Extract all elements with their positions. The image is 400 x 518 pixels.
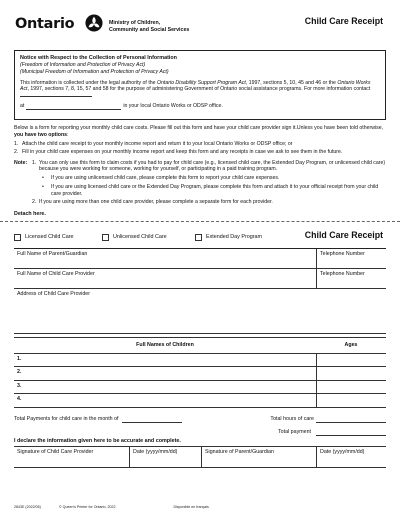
provider-row bbox=[14, 269, 386, 289]
options-list bbox=[14, 141, 386, 156]
note-section: Note: 1. You can only use this form to claim costs if you had to pay for child care (e.g., licensed child care, the Extended Day Program, or unlicensed child care) because you were working for someone, working for yourself, or participating in a paid training program. • If you are using unlicensed child care, please complete this form to report your child care expenses. • If you are using licensed child care or the Extended Day Program, please complete this form and attach it to your official receipt from your child care provider. 2. If you are using more than one child care provider, please complete a separate form for each provider. bbox=[14, 159, 386, 206]
contact-field[interactable] bbox=[20, 96, 92, 97]
provider-name-field[interactable]: Full Name of Child Care Provider bbox=[17, 270, 95, 277]
child-age-field[interactable] bbox=[316, 394, 386, 407]
receipt-title: Child Care Receipt bbox=[304, 229, 383, 240]
copyright: © Queen's Printer for Ontario, 2022 bbox=[59, 505, 116, 510]
table-row bbox=[14, 354, 386, 368]
totals-row: Total Payments for child care in the month of Total hours of care bbox=[14, 408, 386, 423]
notice-body: This information is collected under the legal authority of the Ontario Disability Support Program Act, 1997, sections 5, 10, 45 and 46 or the Ontario Works Act, 1997, sections 7, 8, 15, 57 and 58 for the purpose of administering Government of Ontario social assistance programs. For more information contact bbox=[20, 80, 380, 100]
ontario-logo: Ontario bbox=[15, 16, 75, 32]
privacy-notice bbox=[14, 50, 386, 120]
provider-address-field[interactable]: Address of Child Care Provider bbox=[17, 290, 91, 297]
list-item: 1. Attach the child care receipt to your monthly income report and return it to your local Ontario Works or ODSP office; or bbox=[14, 140, 293, 147]
children-header-row bbox=[14, 337, 386, 354]
list-item: 2. Fill in your child care expenses on your monthly income report and keep this form and any receipts in case we ask to see them in the future. bbox=[14, 148, 343, 155]
table-row bbox=[14, 394, 386, 408]
checkbox-icon[interactable] bbox=[14, 234, 21, 241]
parent-signature-field[interactable]: Signature of Parent/Guardian bbox=[201, 447, 316, 467]
notice-act-1: (Freedom of Information and Protection of Privacy Act) bbox=[20, 62, 146, 69]
child-name-field[interactable]: 1. bbox=[17, 355, 22, 362]
month-field[interactable] bbox=[122, 422, 182, 423]
receipt-form bbox=[14, 248, 386, 468]
unlicensed-checkbox[interactable]: Unlicensed Child Care bbox=[102, 234, 167, 241]
list-item: 2. If you are using more than one child care provider, please complete a separate form for each provider. bbox=[32, 199, 273, 206]
care-type-checks bbox=[14, 230, 386, 246]
instructions bbox=[14, 125, 386, 218]
page-footer bbox=[14, 505, 386, 510]
provider-signature-field[interactable]: Signature of Child Care Provider bbox=[17, 448, 94, 455]
list-item: • If you are using unlicensed child care, please complete this form to report your child care expenses. bbox=[42, 175, 280, 181]
declaration: I declare the information given here to be accurate and complete. bbox=[14, 437, 181, 444]
total-payment-field[interactable] bbox=[316, 435, 386, 436]
licensed-checkbox[interactable]: Licensed Child Care bbox=[14, 234, 74, 241]
child-name-field[interactable]: 3. bbox=[17, 382, 22, 389]
child-name-field[interactable]: 2. bbox=[17, 369, 22, 376]
children-header: Full Names of Children bbox=[136, 341, 194, 348]
checkbox-icon[interactable] bbox=[195, 234, 202, 241]
form-code: 2843E (2022/05) bbox=[14, 505, 41, 510]
child-age-field[interactable] bbox=[316, 381, 386, 394]
checkbox-icon[interactable] bbox=[102, 234, 109, 241]
detach-label: Detach here. bbox=[14, 211, 46, 217]
table-row bbox=[14, 381, 386, 395]
parent-name-field[interactable]: Full Name of Parent/Guardian bbox=[17, 250, 88, 257]
list-item: 1. You can only use this form to claim costs if you had to pay for child care (e.g., licensed child care, the Extended Day Program, or unlicensed child care) because you were working for someone, working for yourself, or participating in a paid training program. bbox=[32, 159, 386, 173]
bullet-list bbox=[42, 175, 386, 197]
list-item: • If you are using licensed child care or the Extended Day Program, please complete this form and attach it to your official receipt from your child care provider. bbox=[42, 183, 379, 197]
notice-title: Notice with Respect to the Collection of Personal Information bbox=[20, 55, 177, 61]
child-age-field[interactable] bbox=[316, 367, 386, 380]
office-field[interactable] bbox=[26, 109, 121, 110]
signature-row bbox=[14, 446, 386, 468]
page-title: Child Care Receipt bbox=[304, 16, 383, 26]
total-payment-row: Total payment bbox=[14, 423, 386, 436]
office-row: at in your local Ontario Works or ODSP office. bbox=[20, 102, 223, 109]
table-row bbox=[14, 367, 386, 381]
parent-date-field[interactable]: Date (yyyy/mm/dd) bbox=[316, 447, 386, 467]
extended-day-checkbox[interactable]: Extended Day Program bbox=[195, 234, 262, 241]
notice-act-2: (Municipal Freedom of Information and Protection of Privacy Act) bbox=[20, 68, 169, 75]
child-age-field[interactable] bbox=[316, 354, 386, 367]
total-hours-field[interactable] bbox=[316, 422, 386, 423]
intro-paragraph: Below is a form for reporting your monthly child care costs. Please fill out this form and have your child care provider sign it.Unless you have been told otherwise, you have two options: bbox=[14, 125, 384, 138]
parent-row bbox=[14, 249, 386, 269]
child-name-field[interactable]: 4. bbox=[17, 396, 22, 403]
ages-header: Ages bbox=[344, 341, 358, 348]
provider-date-field[interactable]: Date (yyyy/mm/dd) bbox=[129, 447, 201, 467]
french-availability: Disponible en français bbox=[173, 505, 209, 510]
detach-line bbox=[0, 221, 400, 222]
ministry-name: Ministry of Children, Community and Social Services bbox=[109, 20, 190, 33]
parent-phone-field[interactable]: Telephone Number bbox=[316, 249, 386, 268]
provider-phone-field[interactable]: Telephone Number bbox=[316, 269, 386, 288]
address-row bbox=[14, 289, 386, 334]
trillium-logo-icon bbox=[85, 14, 103, 32]
page-header bbox=[14, 12, 386, 42]
